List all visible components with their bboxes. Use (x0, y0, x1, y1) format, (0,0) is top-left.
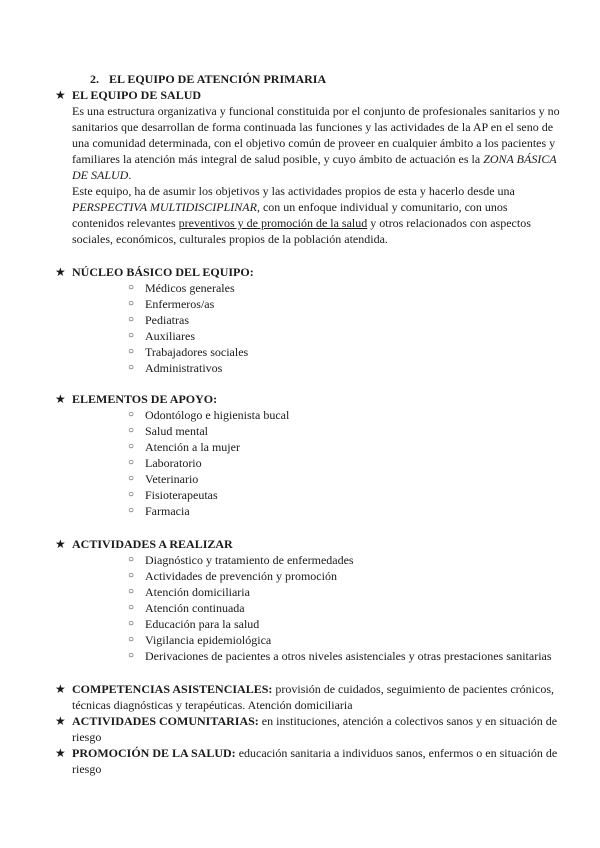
list-item: ○ Diagnóstico y tratamiento de enfermedades (128, 553, 354, 567)
star-icon: ★ (55, 537, 66, 551)
list-item: ○ Enfermeros/as (128, 297, 215, 311)
list-item: ○ Fisioterapeutas (128, 488, 218, 502)
circle-bullet-icon: ○ (128, 298, 135, 309)
section-competencias (55, 681, 560, 777)
competencia-label: PROMOCIÓN DE LA SALUD: (72, 746, 236, 760)
paragraph-definition: Es una estructura organizativa y funcional constituida por el conjunto de profesionales sanitarios y no sanitarios que desarrollan de forma continuada las funciones y las actividades de la AP en el seno de una comunidad determinada, con el objetivo común de proveer en cualquier ámbito a los pacientes y familiares la atención más integral de salud posible, y cuyo ámbito de actuación es la ZONA BÁSICA DE SALUD. (72, 104, 560, 182)
list-item: ○ Educación para la salud (128, 617, 260, 631)
star-icon: ★ (55, 392, 66, 406)
competencia-item: ★ PROMOCIÓN DE LA SALUD: educación sanitaria a individuos sanos, enfermos o en situación de riesgo (55, 746, 558, 776)
circle-bullet-icon: ○ (128, 634, 135, 645)
circle-bullet-icon: ○ (128, 409, 135, 420)
list-item: ○ Derivaciones de pacientes a otros niveles asistenciales y otras prestaciones sanitarias (128, 649, 552, 663)
circle-bullet-icon: ○ (128, 457, 135, 468)
list-item: ○ Atención a la mujer (128, 440, 240, 454)
competencia-item: ★ ACTIVIDADES COMUNITARIAS: en instituciones, atención a colectivos sanos y en situación de riesgo (55, 714, 558, 744)
circle-bullet-icon: ○ (128, 570, 135, 581)
nucleo-list (55, 280, 560, 376)
star-icon: ★ (55, 265, 66, 279)
circle-bullet-icon: ○ (128, 314, 135, 325)
section-heading: EL EQUIPO DE SALUD (72, 88, 202, 102)
circle-bullet-icon: ○ (128, 618, 135, 629)
circle-bullet-icon: ○ (128, 489, 135, 500)
circle-bullet-icon: ○ (128, 330, 135, 341)
section-actividades (55, 536, 560, 664)
emphasis-zona-basica: ZONA BÁSICA DE SALUD (72, 152, 557, 182)
list-item: ○ Atención continuada (128, 601, 245, 615)
circle-bullet-icon: ○ (128, 473, 135, 484)
circle-bullet-icon: ○ (128, 505, 135, 516)
list-item: ○ Pediatras (128, 313, 189, 327)
section-heading: NÚCLEO BÁSICO DEL EQUIPO: (72, 265, 254, 279)
competencia-label: COMPETENCIAS ASISTENCIALES: (72, 682, 273, 696)
circle-bullet-icon: ○ (128, 586, 135, 597)
list-item: ○ Trabajadores sociales (128, 345, 249, 359)
paragraph-objectives: Este equipo, ha de asumir los objetivos y las actividades propios de esta y hacerlo desde una PERSPECTIVA MULTIDISCIPLINAR, con un enfoque individual y comunitario, con unos contenidos relevantes preventivos y de promoción de la salud y otros relacionados con aspectos sociales, económicos, culturales propios de la población atendida. (72, 184, 531, 246)
competencia-item: ★ COMPETENCIAS ASISTENCIALES: provisión de cuidados, seguimiento de pacientes crónicos, técnicas diagnósticas y terapéuticas. Atención domiciliaria (55, 682, 554, 712)
document-title (90, 71, 326, 87)
section-elementos-apoyo (55, 391, 560, 519)
list-item: ○ Auxiliares (128, 329, 195, 343)
list-item: ○ Salud mental (128, 424, 208, 438)
actividades-list (55, 552, 560, 664)
circle-bullet-icon: ○ (128, 602, 135, 613)
list-item: ○ Vigilancia epidemiológica (128, 633, 272, 647)
underlined-contenidos: preventivos y de promoción de la salud (178, 216, 368, 230)
list-item: ○ Administrativos (128, 361, 223, 375)
list-item: ○ Actividades de prevención y promoción (128, 569, 337, 583)
circle-bullet-icon: ○ (128, 282, 135, 293)
section-equipo-salud (55, 87, 560, 247)
emphasis-perspectiva: PERSPECTIVA MULTIDISCIPLINAR (72, 200, 257, 214)
circle-bullet-icon: ○ (128, 650, 135, 661)
circle-bullet-icon: ○ (128, 346, 135, 357)
section-heading: ACTIVIDADES A REALIZAR (72, 537, 233, 551)
circle-bullet-icon: ○ (128, 554, 135, 565)
list-item: ○ Odontólogo e higienista bucal (128, 408, 290, 422)
list-item: ○ Médicos generales (128, 281, 235, 295)
circle-bullet-icon: ○ (128, 425, 135, 436)
list-item: ○ Laboratorio (128, 456, 202, 470)
title-text: EL EQUIPO DE ATENCIÓN PRIMARIA (109, 72, 327, 86)
list-item: ○ Farmacia (128, 504, 190, 518)
circle-bullet-icon: ○ (128, 362, 135, 373)
competencia-label: ACTIVIDADES COMUNITARIAS: (72, 714, 259, 728)
star-icon: ★ (55, 88, 66, 102)
star-icon: ★ (55, 714, 66, 728)
title-number: 2. (90, 72, 99, 86)
circle-bullet-icon: ○ (128, 441, 135, 452)
section-heading-row (55, 87, 560, 103)
list-item: ○ Veterinario (128, 472, 199, 486)
star-icon: ★ (55, 682, 66, 696)
apoyo-list (55, 407, 560, 519)
section-heading: ELEMENTOS DE APOYO: (72, 392, 218, 406)
section-nucleo-basico (55, 264, 560, 376)
star-icon: ★ (55, 746, 66, 760)
list-item: ○ Atención domiciliaria (128, 585, 250, 599)
